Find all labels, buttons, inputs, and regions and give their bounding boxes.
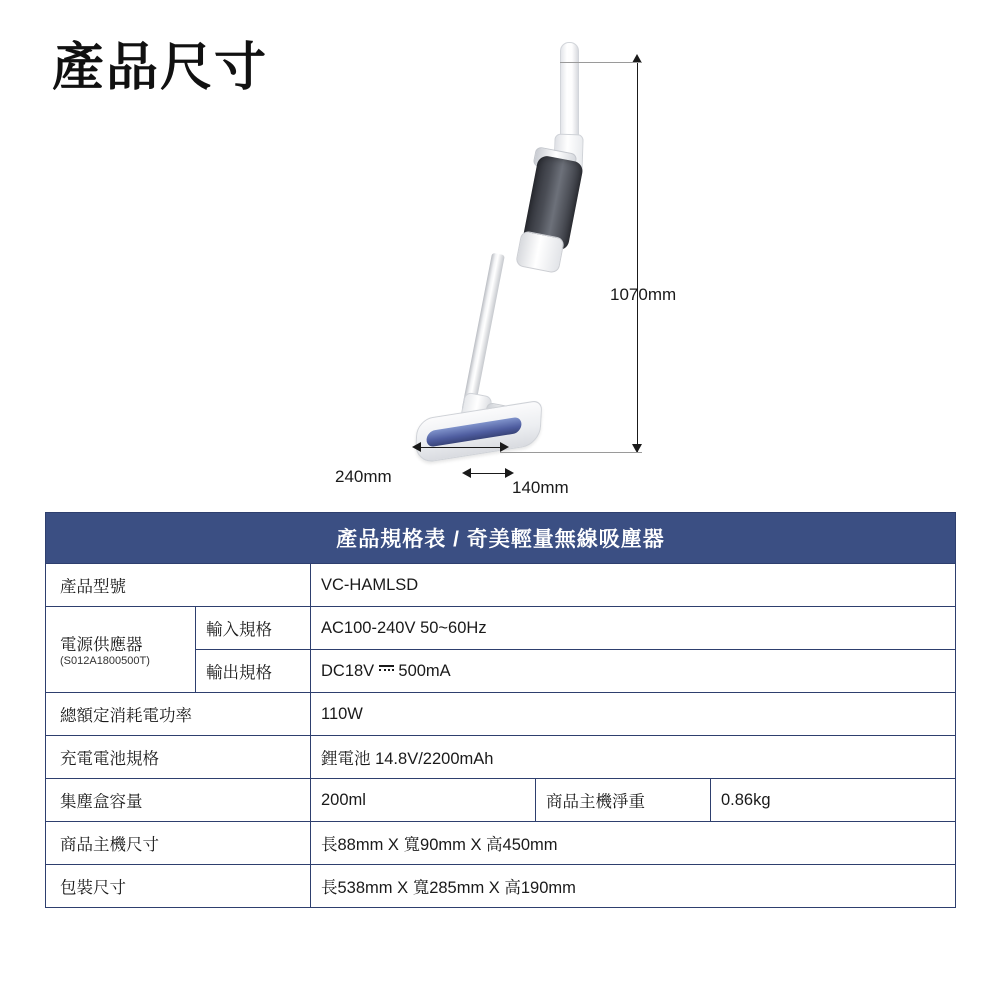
row-value-input: AC100-240V 50~60Hz (311, 607, 956, 650)
spec-table-title: 產品規格表 / 奇美輕量無線吸塵器 (46, 513, 956, 564)
depth-arrow-left-icon (462, 468, 471, 478)
row-value-dustbox: 200ml (311, 779, 536, 822)
row-label-model: 產品型號 (46, 564, 311, 607)
row-sublabel-input: 輸入規格 (196, 607, 311, 650)
width-dimension-label: 240mm (335, 467, 392, 486)
page-title: 產品尺寸 (52, 39, 269, 97)
table-row (46, 607, 956, 650)
depth-dimension-label: 140mm (512, 478, 569, 497)
row-label-net-weight: 商品主機淨重 (536, 779, 711, 822)
vacuum-extension-wand (462, 253, 505, 413)
row-value-total-power: 110W (311, 693, 956, 736)
height-tick-top (560, 62, 642, 63)
table-row (46, 779, 956, 822)
table-row (46, 822, 956, 865)
vacuum-body-base (515, 230, 565, 274)
width-arrow-left-icon (412, 442, 421, 452)
row-value-product-size: 長88mm X 寬90mm X 高450mm (311, 822, 956, 865)
row-label-total-power: 總額定消耗電功率 (46, 693, 311, 736)
table-row (46, 693, 956, 736)
row-label-product-size: 商品主機尺寸 (46, 822, 311, 865)
height-dimension-line (637, 62, 638, 452)
depth-arrow-right-icon (505, 468, 514, 478)
width-dimension-line (418, 447, 505, 448)
row-value-output (311, 650, 956, 693)
depth-dimension-line (468, 473, 510, 474)
row-sublabel-output: 輸出規格 (196, 650, 311, 693)
row-label-power-adapter (46, 607, 196, 693)
table-row (46, 865, 956, 908)
table-header-row (46, 513, 956, 564)
height-tick-bottom (500, 452, 642, 453)
width-arrow-right-icon (500, 442, 509, 452)
row-value-output-voltage: DC18V (321, 661, 375, 680)
dc-current-icon (379, 665, 394, 673)
row-label-package-size: 包裝尺寸 (46, 865, 311, 908)
specification-table (45, 512, 956, 908)
row-value-net-weight: 0.86kg (711, 779, 956, 822)
row-label-dustbox: 集塵盒容量 (46, 779, 311, 822)
row-value-package-size: 長538mm X 寬285mm X 高190mm (311, 865, 956, 908)
row-label-power-adapter-model: (S012A1800500T) (60, 654, 150, 667)
row-label-power-adapter-text: 電源供應器 (60, 635, 143, 654)
table-row (46, 564, 956, 607)
vacuum-cleaner-image (430, 38, 660, 478)
height-dimension-label: 1070mm (610, 285, 677, 304)
row-value-battery: 鋰電池 14.8V/2200mAh (311, 736, 956, 779)
table-row (46, 736, 956, 779)
row-value-output-current: 500mA (398, 661, 451, 680)
row-label-battery: 充電電池規格 (46, 736, 311, 779)
row-value-model: VC-HAMLSD (311, 564, 956, 607)
